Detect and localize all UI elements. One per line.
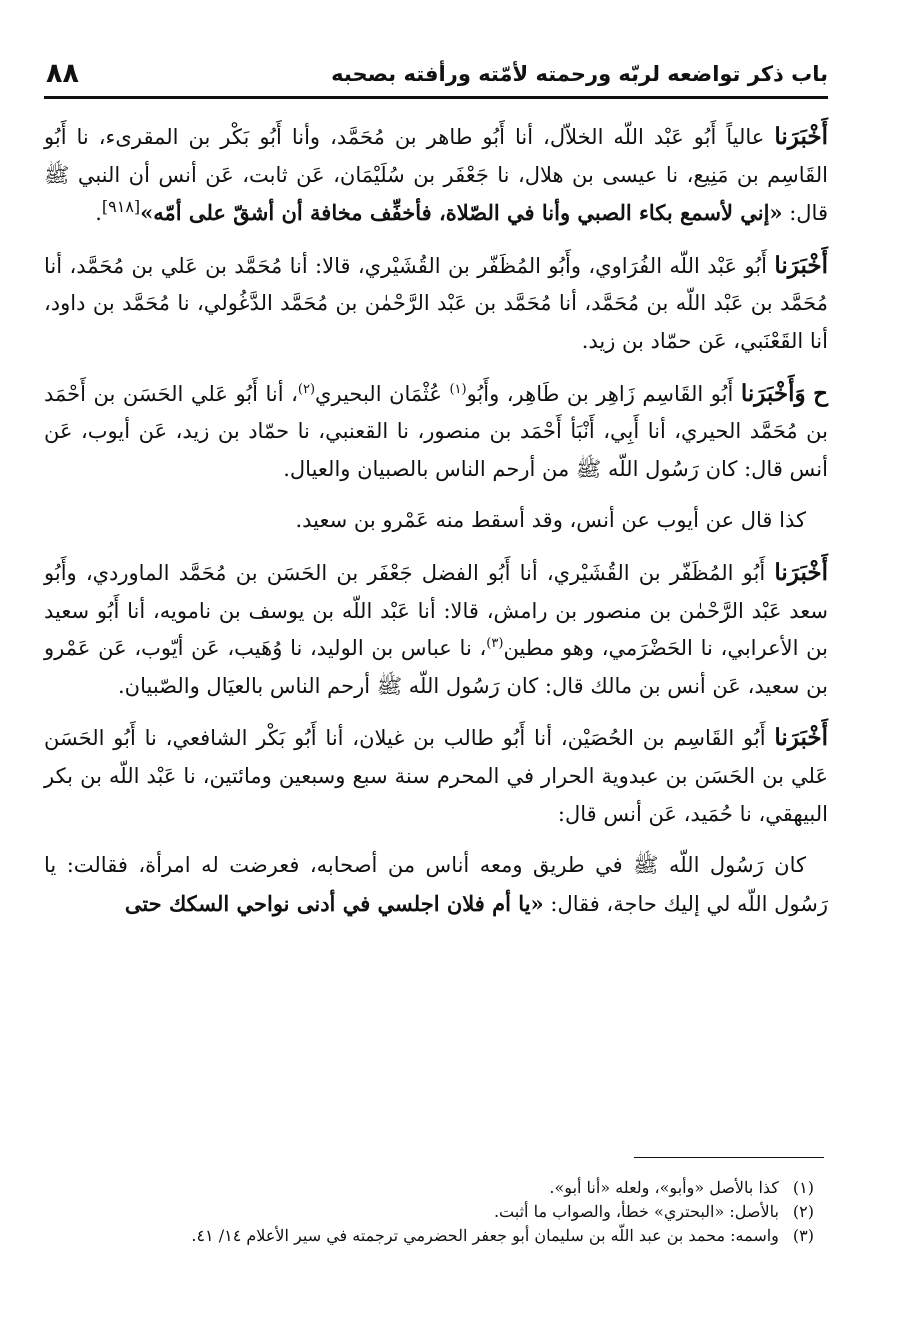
paragraph-text: كذا قال عن أيوب عن أنس، وقد أسقط منه عَمْرو بن سعيد. [295, 508, 806, 533]
footnotes [44, 1176, 814, 1248]
paragraph-lead: أَخْبَرَنا [774, 251, 828, 279]
footnote-text: كذا بالأصل «وأبو»، ولعله «أنا أبو». [549, 1178, 779, 1197]
footnote-marker: (٣) [486, 636, 504, 652]
paragraph-lead: أَخْبَرَنا [774, 123, 828, 150]
footnote [44, 1224, 814, 1248]
paragraph-7 [44, 847, 828, 923]
footnote-number: (٣) [792, 1226, 814, 1245]
paragraph-text: عُثْمَان البحيري [315, 381, 450, 406]
page-header [44, 56, 828, 99]
paragraph-5 [44, 554, 828, 705]
footnote-marker: (٢) [297, 381, 316, 397]
paragraph-text: أَبُو عَبْد اللّه الفُرَاوي، وأَبُو المُظَفّر بن القُشَيْري، قالا: أنا مُحَمَّد بن عَلي بن مُحَمَّد، أنا مُحَمَّد بن عَبْد اللّه بن مُحَمَّد، أنا مُحَمَّد بن عَبْد الرَّحْمٰن بن مُحَمَّد الدَّغُولي، نا مُحَمَّد بن داود، أنا القَعْنَبي، عَن حمّاد بن زيد. [44, 253, 828, 353]
hadith-quote: «إني لأسمع بكاء الصبي وأنا في الصّلاة، فأخفِّف مخافة أن أشقّ على أمّه» [140, 200, 783, 226]
paragraph-text: عالياً أَبُو عَبْد اللّه الخلاّل، أنا أَبُو طاهر بن مُحَمَّد، وأنا أَبُو بَكْر بن المقرىء، نا أَبُو القَاسِم بن مَنِيع، نا عيسى بن هلال، نا جَعْفَر بن سُلَيْمَان، عَن ثابت، عَن أنس أن النبي ﷺ قال: [44, 125, 828, 226]
paragraph-lead: أَخْبَرَنا [774, 724, 828, 752]
paragraph-2 [44, 247, 828, 361]
paragraph-text: أَبُو القَاسِم بن الحُصَيْن، أنا أَبُو طالب بن غيلان، أنا أَبُو بَكْر الشافعي، نا أَبُو الحَسَن عَلي بن الحَسَن بن عبدوية الحرار في المحرم سنة سبع وسبعين ومائتين، نا عَبْد اللّه بن بكر البيهقي، نا حُمَيد، عَن أنس قال: [44, 726, 828, 826]
paragraph-lead: أَخْبَرَنا [774, 558, 828, 586]
footnote-text: واسمه: محمد بن عبد اللّه بن سليمان أبو جعفر الحضرمي ترجمته في سير الأعلام ١٤/ ٤١. [191, 1226, 779, 1245]
paragraph-text: ، نا عباس بن الوليد، نا وُهَيب، عَن أيّوب، عَن عَمْرو بن سعيد، عَن أنس بن مالك قال: كان رَسُول اللّه ﷺ أرحم الناس بالعيَال والصّبيان. [44, 636, 828, 698]
main-text [44, 118, 828, 937]
footnote-number: (٢) [792, 1202, 814, 1221]
paragraph-text: ، أنا أَبُو عَلي الحَسَن بن أَحْمَد بن مُحَمَّد الحيري، أنا أَبِي، أَنْبَأ أَحْمَد بن منصور، نا القعنبي، نا حمّاد بن زيد، عَن أيوب، عَن أنس قال: كان رَسُول اللّه ﷺ من أرحم الناس بالصبيان والعيال. [44, 381, 828, 481]
footnote-number: (١) [792, 1178, 814, 1197]
paragraph-text: أَبُو القَاسِم زَاهِر بن طَاهِر، وأَبُو [466, 381, 741, 406]
paragraph-3 [44, 375, 828, 489]
footnote-marker: (١) [449, 381, 467, 397]
paragraph-1 [44, 118, 828, 233]
paragraph-lead: وَأَخْبَرَنا [740, 379, 806, 407]
footnote [44, 1200, 814, 1224]
footnote-divider [634, 1157, 824, 1158]
hadith-reference: [٩١٨] [101, 197, 141, 217]
paragraph-text: كان رَسُول اللّه ﷺ في طريق ومعه أناس من أصحابه، فعرضت له امرأة، فقالت: يا رَسُول اللّه لي إليك حاجة، فقال: [44, 853, 828, 916]
paragraph-text: أَبُو المُظَفّر بن القُشَيْري، أنا أَبُو الفضل جَعْفَر بن الحَسَن بن مُحَمَّد الماوردي، وأَبُو سعد عَبْد الرَّحْمٰن بن منصور بن رامش، قالا: أنا عَبْد اللّه بن يوسف بن نامويه، أنا أَبُو سعيد بن الأعرابي، نا الحَضْرَمي، وهو مطين [44, 560, 828, 661]
paragraph-4 [44, 502, 828, 540]
tahwil-marker: ح [813, 379, 828, 407]
footnote [44, 1176, 814, 1200]
running-title: باب ذكر تواضعه لربّه ورحمته لأمّته ورأفته بصحبه [331, 62, 828, 86]
paragraph-tail: . [95, 201, 102, 226]
page-number: ٨٨ [46, 58, 79, 89]
footnote-text: بالأصل: «البحتري» خطأ، والصواب ما أثبت. [493, 1202, 779, 1221]
paragraph-6 [44, 719, 828, 833]
hadith-quote: «يا أم فلان اجلسي في أدنى نواحي السكك حتى [124, 890, 544, 916]
